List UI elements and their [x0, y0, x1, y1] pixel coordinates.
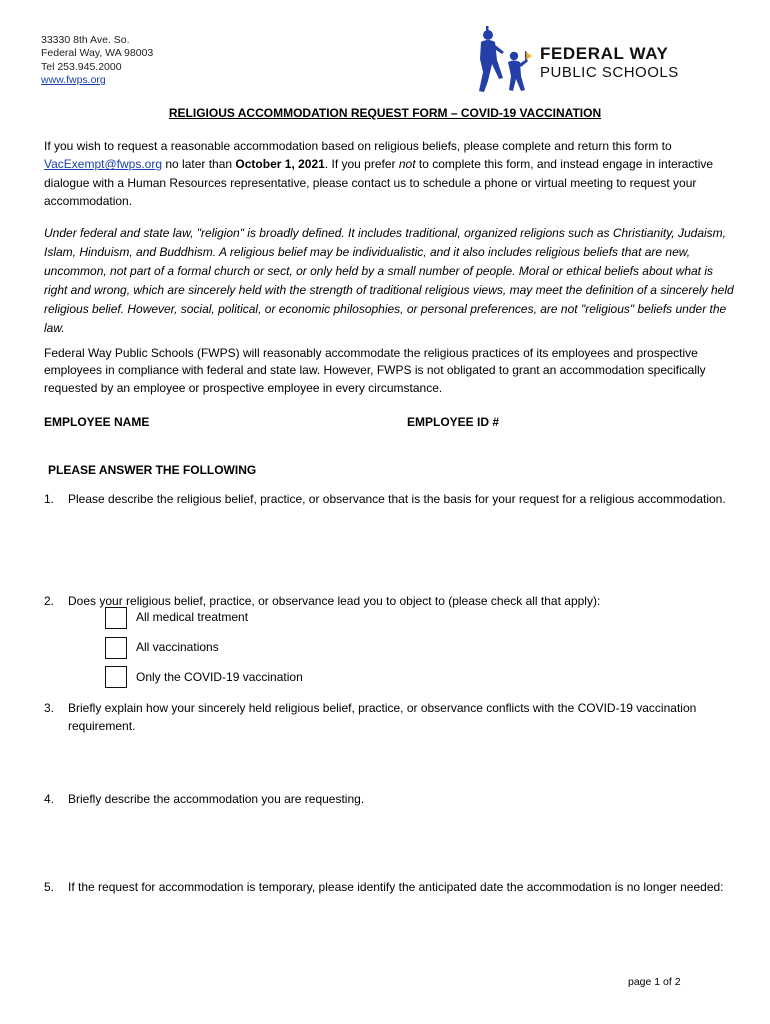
- email-link[interactable]: VacExempt@fwps.org: [44, 157, 163, 172]
- checkbox-all-vaccinations[interactable]: [105, 637, 127, 659]
- question-number: 2.: [44, 594, 55, 608]
- intro-text-d: to complete this form, and instead engage in interactive dialogue with a Human Resources representative, please contact us to schedule a phone or virtual meeting to request your accommodation.: [44, 157, 714, 208]
- question-4: [44, 791, 734, 809]
- employee-name-label: EMPLOYEE NAME: [44, 415, 150, 429]
- intro-paragraph: [44, 137, 734, 210]
- option-label: All medical treatment: [136, 610, 249, 624]
- intro-emphasis-not: not: [398, 157, 416, 172]
- policy-paragraph: Federal Way Public Schools (FWPS) will reasonably accommodate the religious practices of its employees and prospective employees in compliance with federal and state law. However, FWPS is not obligated to grant an accommodation specifically requested by an employee or prospective employee in every circumstance.: [44, 346, 706, 395]
- option-label: Only the COVID-19 vaccination: [136, 670, 303, 684]
- question-text: If the request for accommodation is temporary, please identify the anticipated date the accommodation is no longer needed:: [68, 880, 724, 894]
- question-5: [44, 879, 734, 897]
- question-1: [44, 491, 734, 509]
- question-text: Does your religious belief, practice, or observance lead you to object to (please check all that apply):: [68, 594, 601, 608]
- page-number: page 1 of 2: [628, 976, 681, 988]
- intro-text-c: . If you prefer: [324, 157, 396, 172]
- question-number: 5.: [44, 880, 55, 894]
- intro-text-b: no later than: [165, 157, 233, 172]
- deadline-date: October 1, 2021: [235, 157, 325, 172]
- phone-number: Tel 253.945.2000: [41, 60, 122, 73]
- logo-figures-icon: [470, 26, 534, 96]
- religion-definition-paragraph: Under federal and state law, "religion" is broadly defined. It includes traditional, organized religions such as Christianity, Judaism, Islam, Hinduism, and Buddhism. A religious belief may be individualistic, and it also includes religious beliefs that are new, uncommon, not part of a formal church or sect, or only held by a small number of people. Moral or ethical beliefs about what is right and wrong, which are sincerely held with the strength of traditional religious views, may meet the definition of a sincerely held religious belief. However, social, political, or economic philosophies, or personal preferences, are not "religious" beliefs under the law.: [44, 226, 734, 336]
- logo-text-line1: FEDERAL WAY: [540, 44, 669, 63]
- section-heading: PLEASE ANSWER THE FOLLOWING: [48, 463, 257, 477]
- question-number: 4.: [44, 792, 55, 806]
- option-label: All vaccinations: [136, 640, 219, 654]
- question-3: [44, 700, 734, 736]
- form-title: RELIGIOUS ACCOMMODATION REQUEST FORM – COVID-19 VACCINATION: [168, 106, 602, 120]
- question-number: 1.: [44, 492, 55, 506]
- question-2: [44, 593, 734, 611]
- question-number: 3.: [44, 701, 55, 715]
- intro-text-a: If you wish to request a reasonable accommodation based on religious beliefs, please complete and return this form to: [44, 139, 672, 153]
- address-block: [41, 34, 153, 87]
- district-logo: [470, 26, 720, 96]
- logo-text-line2: PUBLIC SCHOOLS: [540, 64, 679, 81]
- checkbox-covid-vaccination[interactable]: [105, 666, 127, 688]
- question-text: Please describe the religious belief, practice, or observance that is the basis for your request for a religious accommodation.: [68, 492, 726, 506]
- website-link[interactable]: www.fwps.org: [41, 73, 106, 86]
- employee-id-label: EMPLOYEE ID #: [407, 415, 500, 429]
- question-text: Briefly explain how your sincerely held religious belief, practice, or observance conflicts with the COVID-19 vaccination requirement.: [68, 701, 697, 733]
- checkbox-all-medical-treatment[interactable]: [105, 607, 127, 629]
- question-text: Briefly describe the accommodation you are requesting.: [68, 792, 365, 806]
- address-street: 33330 8th Ave. So.: [41, 34, 130, 46]
- address-city: Federal Way, WA 98003: [41, 47, 154, 60]
